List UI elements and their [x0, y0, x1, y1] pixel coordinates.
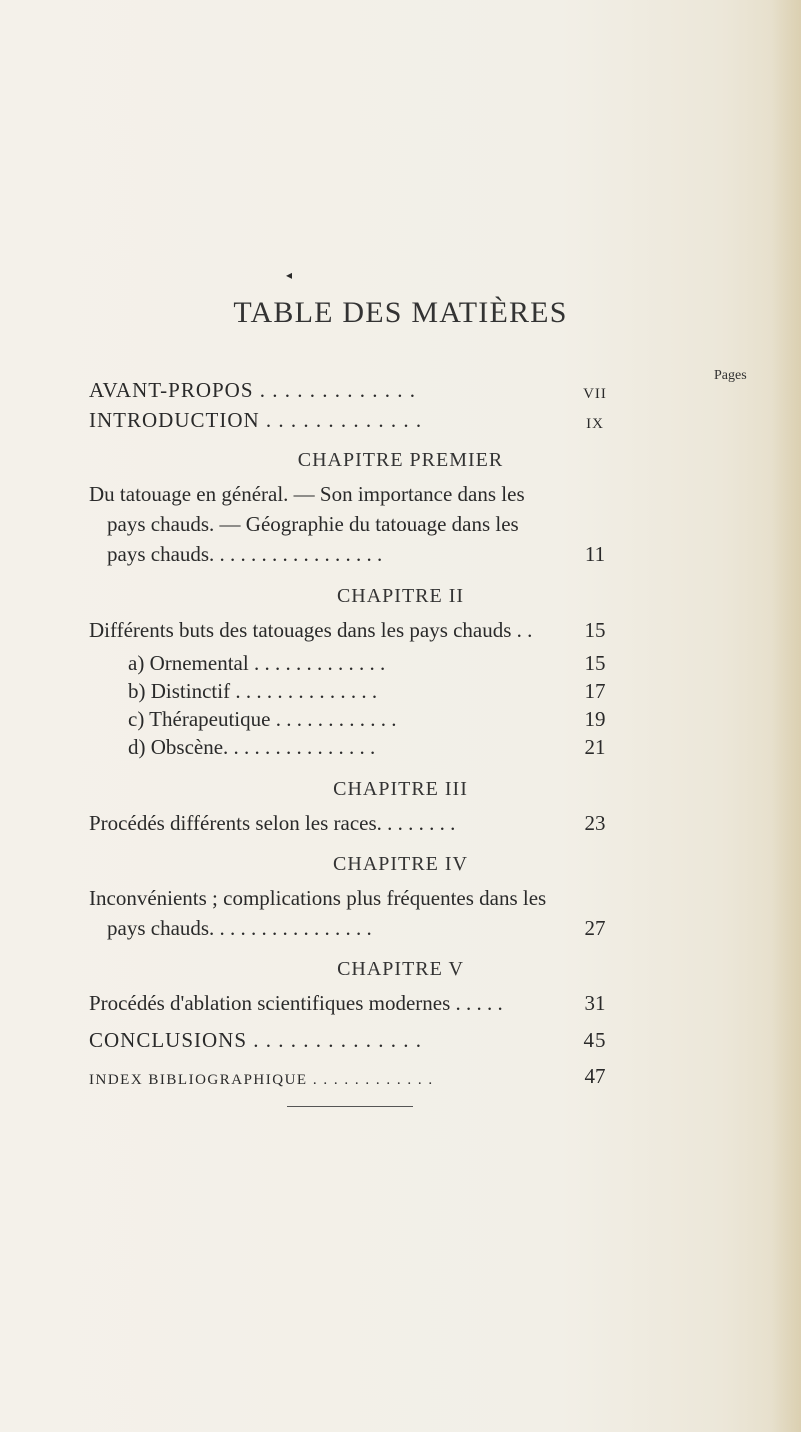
toc-entry-label: CONCLUSIONS . . . . . . . . . . . . . .: [89, 1028, 423, 1052]
toc-entry-page: 11: [584, 542, 606, 566]
toc-entry-label: d) Obscène. . . . . . . . . . . . . . .: [128, 735, 376, 759]
toc-entry-page: 17: [584, 679, 606, 703]
toc-entry-label: c) Thérapeutique . . . . . . . . . . . .: [128, 707, 397, 731]
page-edge-shadow: [771, 0, 801, 1432]
toc-entry-page: 15: [584, 618, 606, 642]
toc-entry-page: 19: [584, 707, 606, 731]
toc-entry-line: pays chauds. . . . . . . . . . . . . . . . .: [107, 542, 383, 566]
page-title: TABLE DES MATIÈRES: [233, 296, 568, 329]
toc-entry-page: 21: [584, 735, 606, 759]
toc-entry-page: IX: [586, 416, 604, 432]
chapter-heading-4: CHAPITRE IV: [333, 853, 468, 875]
toc-entry-line: Du tatouage en général. — Son importance dans les: [89, 482, 525, 506]
toc-entry-label: AVANT-PROPOS . . . . . . . . . . . . .: [89, 378, 417, 402]
toc-entry-page: VII: [583, 386, 607, 402]
toc-entry-label: INTRODUCTION . . . . . . . . . . . . .: [89, 408, 423, 432]
toc-entry-label: Différents buts des tatouages dans les pays chauds . .: [89, 618, 533, 642]
toc-entry-line: pays chauds. . . . . . . . . . . . . . . .: [107, 916, 372, 940]
chapter-heading-3: CHAPITRE III: [333, 778, 468, 800]
toc-entry-page: 15: [584, 651, 606, 675]
toc-entry-page: 45: [583, 1028, 607, 1052]
toc-entry-label: Procédés différents selon les races. . . . . . . .: [89, 811, 456, 835]
chapter-heading-5: CHAPITRE V: [337, 958, 464, 980]
toc-entry-label: INDEX BIBLIOGRAPHIQUE . . . . . . . . . . . .: [89, 1072, 434, 1088]
toc-entry-label: Procédés d'ablation scientifiques modernes . . . . .: [89, 991, 503, 1015]
chapter-heading-1: CHAPITRE PREMIER: [297, 449, 504, 471]
closing-rule: [287, 1106, 413, 1107]
toc-entry-line: pays chauds. — Géographie du tatouage dans les: [107, 512, 519, 536]
toc-entry-page: 23: [584, 811, 606, 835]
chapter-heading-2: CHAPITRE II: [336, 585, 465, 607]
toc-entry-label: b) Distinctif . . . . . . . . . . . . . .: [128, 679, 378, 703]
toc-entry-label: a) Ornemental . . . . . . . . . . . . .: [128, 651, 386, 675]
toc-entry-page: 27: [584, 916, 606, 940]
toc-entry-page: 47: [584, 1064, 606, 1088]
printer-mark: ◂: [286, 268, 293, 282]
toc-entry-page: 31: [584, 991, 606, 1015]
toc-entry-line: Inconvénients ; complications plus fréquentes dans les: [89, 886, 547, 910]
pages-column-header: Pages: [714, 368, 747, 383]
